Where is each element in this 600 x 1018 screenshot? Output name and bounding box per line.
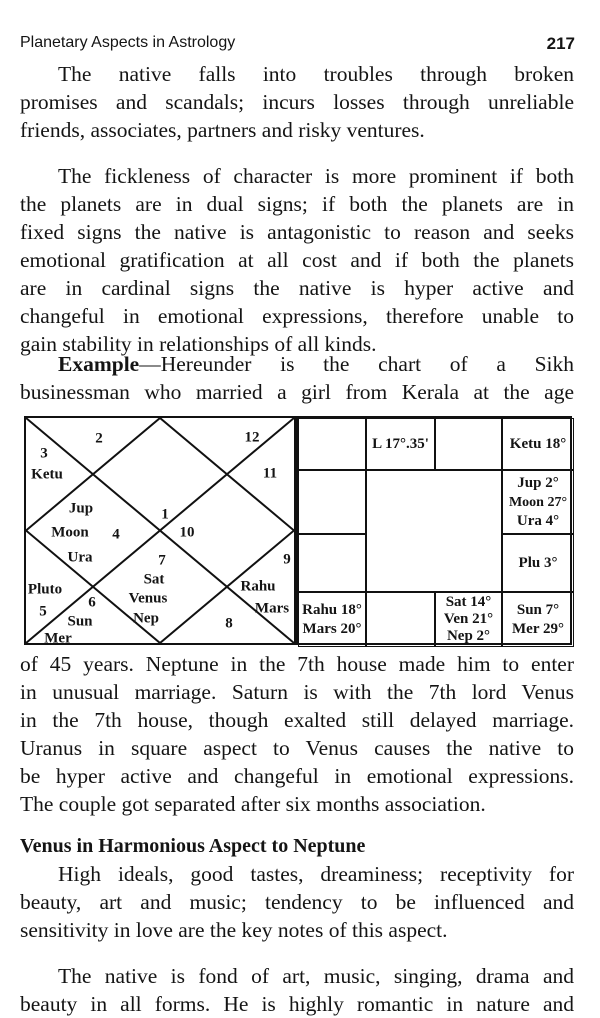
house-number: 7 [158,552,166,569]
text-line: in the 7th house, though exalted still delayed marriage. [20,708,574,732]
planet-degree: Ketu 18° [509,435,567,452]
text-line: High ideals, good tastes, dreaminess; receptivity for [58,862,574,886]
north-indian-chart [24,416,296,645]
house-number: 12 [244,429,260,446]
text-line: sensitivity in love are the key notes of this aspect. [20,918,448,942]
text-line: beauty, art and music; tendency to be influenced and [20,890,574,914]
planet-label: Ketu [31,466,63,483]
planet-label: Mars [254,600,290,617]
planet-label: Ura [67,549,93,566]
paragraph-5 [20,962,574,1018]
planet-degree: Rahu 18° [302,601,362,618]
planet-label: Sat [143,571,165,588]
text-line: friends, associates, partners and risky ventures. [20,118,425,142]
house-number: 10 [179,524,195,541]
house-number: 3 [40,445,48,462]
house-number: 8 [225,615,233,632]
house-number: 4 [112,526,120,543]
planet-degree: Sat 14° [445,594,492,610]
text-line: changeful in emotional expressions, therefore unable to [20,304,574,328]
text-line: be hyper active and changeful in emotional expressions. [20,764,574,788]
chart-cell [435,592,502,647]
planet-label: Jup [68,500,94,517]
chart-cell [298,418,366,470]
planet-label: Rahu [240,578,276,595]
text-line: The couple got separated after six months association. [20,792,486,816]
example-text: —Hereunder is the chart of a Sikh [139,352,574,376]
chart-center [366,470,502,592]
text-line: emotional gratification at all cost and if both the planets [20,248,574,272]
example-paragraph [20,350,574,406]
chart-cell [502,470,574,534]
text-line: fixed signs the native is antagonistic to reason and seeks [20,220,574,244]
planet-degree: Plu 3° [518,554,558,571]
text-line: in unusual marriage. Saturn is with the 7th lord Venus [20,680,574,704]
text-line: businessman who married a girl from Kerala at the age [20,380,574,404]
planet-degree: Mars 20° [302,620,362,637]
chart-cell [298,470,366,534]
chart-cell [435,418,502,470]
text-line [20,350,574,378]
house-number: 11 [262,465,278,482]
planet-degree: Ura 4° [516,512,560,529]
planet-degree: Sun 7° [516,601,560,618]
text-line: promises and scandals; incurs losses through unreliable [20,90,574,114]
planet-degree: Mer 29° [512,620,564,637]
planet-label: Sun [67,613,93,630]
text-line: are in cardinal signs the native is hyper active and [20,276,574,300]
planet-degree: Ven 21° [443,611,494,627]
planet-label: Moon [51,524,89,541]
house-number: 9 [283,551,291,568]
paragraph-3 [20,650,574,818]
lagna-label: L 17°.35' [372,435,429,452]
south-indian-chart [296,416,572,645]
chart-cell [366,418,435,470]
paragraph-4 [20,860,574,944]
page-number: 217 [546,34,575,53]
chart-cell [502,534,574,592]
running-header [20,34,575,54]
planet-degree: Moon 27° [508,494,568,510]
example-label: Example [58,352,140,376]
house-number: 1 [161,506,169,523]
planet-label: Mer [44,630,72,647]
chart-cell [298,534,366,592]
house-number: 6 [88,594,96,611]
chart-cell [366,592,435,647]
text-line: The native falls into troubles through broken [58,62,574,86]
paragraph-2 [20,162,574,358]
text-line: of 45 years. Neptune in the 7th house made him to enter [20,652,574,676]
text-line: beauty in all forms. He is highly romantic in nature and [20,992,574,1016]
text-line: the planets are in dual signs; if both the planets are in [20,192,574,216]
planet-degree: Jup 2° [517,474,559,491]
planet-label: Nep [133,610,159,627]
planet-label: Pluto [27,581,63,598]
planet-degree: Nep 2° [446,628,491,644]
paragraph-1 [20,60,574,144]
text-line: gain stability in relationships of all kinds. [20,332,377,356]
chart-cell [502,592,574,647]
text-line: Uranus in square aspect to Venus causes the native to [20,736,574,760]
section-heading [20,832,574,860]
house-number: 5 [39,603,47,620]
house-number: 2 [95,430,103,447]
text-line: The native is fond of art, music, singing, drama and [58,964,574,988]
heading-text: Venus in Harmonious Aspect to Neptune [20,835,366,857]
chart-cell [298,592,366,647]
chart-cell [502,418,574,470]
planet-label: Venus [128,590,168,607]
text-line: The fickleness of character is more prominent if both [58,164,574,188]
running-title: Planetary Aspects in Astrology [20,34,236,51]
